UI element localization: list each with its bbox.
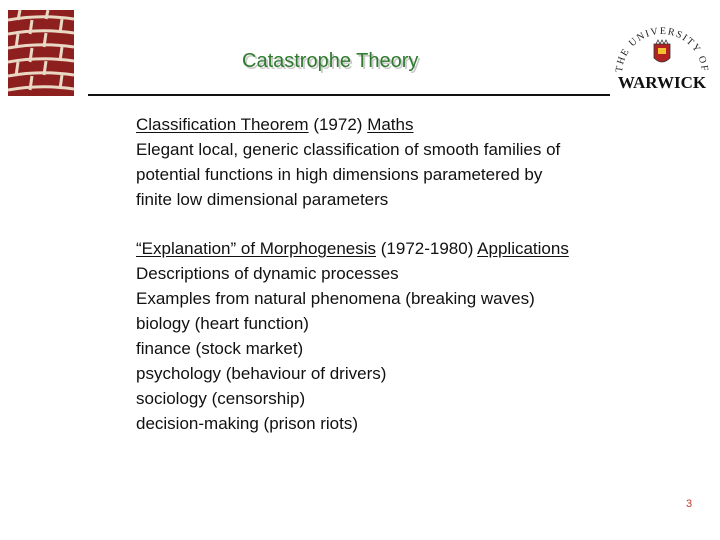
university-of-warwick-logo xyxy=(608,14,716,94)
slide-title: Catastrophe Theory xyxy=(242,50,419,72)
section2-line: decision-making (prison riots) xyxy=(136,414,359,433)
section1-line: potential functions in high dimensions parametered by xyxy=(136,165,543,184)
section2-line: sociology (censorship) xyxy=(136,389,306,408)
slide-body xyxy=(136,112,706,436)
section1-years: (1972) xyxy=(308,115,368,134)
maths-tag: Maths xyxy=(367,115,414,134)
logo-arc-text: THE UNIVERSITY OF xyxy=(613,25,711,73)
section2-line: psychology (behaviour of drivers) xyxy=(136,364,387,383)
title-divider xyxy=(88,94,610,96)
classification-theorem-label: Classification Theorem xyxy=(136,115,309,134)
page-number: 3 xyxy=(686,498,693,510)
section1-line: Elegant local, generic classification of smooth families of xyxy=(136,140,561,159)
section2-years: (1972-1980) xyxy=(376,239,478,258)
explanation-of-morphogenesis-label: “Explanation” of Morphogenesis xyxy=(136,239,377,258)
section2-heading xyxy=(136,236,706,261)
crest-icon xyxy=(654,40,670,62)
logo-wordmark: WARWICK xyxy=(617,73,707,92)
section2-line: finance (stock market) xyxy=(136,339,304,358)
section1-heading xyxy=(136,112,706,137)
applications-tag: Applications xyxy=(477,239,569,258)
section-gap xyxy=(136,212,706,236)
section2-line: Examples from natural phenomena (breaking waves) xyxy=(136,289,535,308)
section2-line: biology (heart function) xyxy=(136,314,309,333)
brick-pattern-logo xyxy=(8,10,74,96)
section1-line: finite low dimensional parameters xyxy=(136,190,389,209)
section2-line: Descriptions of dynamic processes xyxy=(136,264,399,283)
